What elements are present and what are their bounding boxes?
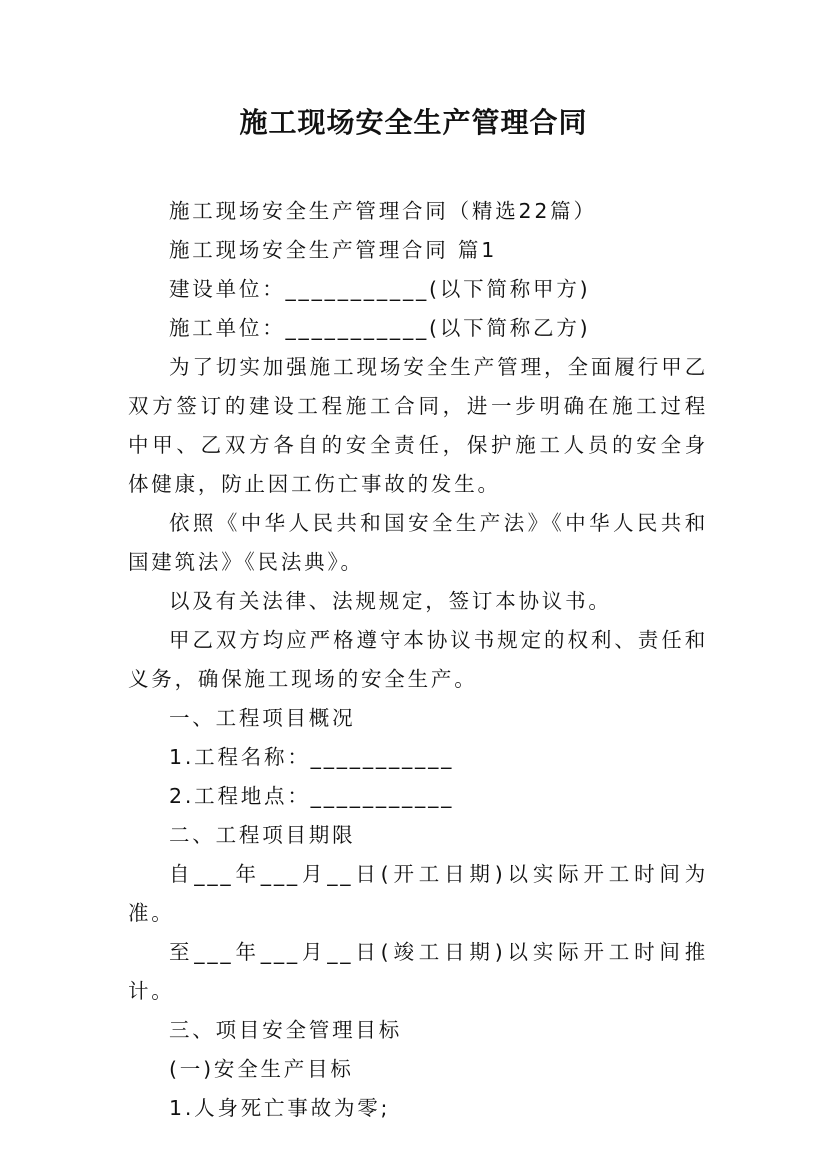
document-title: 施工现场安全生产管理合同	[239, 106, 588, 139]
paragraph-legal-basis: 依照《中华人民共和国安全生产法》《中华人民共和国建筑法》《民法典》。	[128, 511, 708, 574]
heading-project-overview: 一、工程项目概况	[169, 706, 356, 730]
paragraph-party-a: 建设单位：___________(以下简称甲方)	[169, 277, 591, 301]
paragraph-project-location: 2.工程地点：___________	[169, 784, 455, 808]
paragraph-section-heading: 施工现场安全生产管理合同 篇1	[169, 238, 498, 262]
paragraph-goal-zero-fatalities: 1.人身死亡事故为零;	[169, 1096, 391, 1120]
heading-safety-production-goals: (一)安全生产目标	[169, 1057, 354, 1081]
heading-safety-goals: 三、项目安全管理目标	[169, 1018, 402, 1042]
document-body	[128, 192, 708, 1128]
paragraph-regulations: 以及有关法律、法规规定，签订本协议书。	[169, 589, 612, 613]
paragraph-project-name: 1.工程名称：___________	[169, 745, 455, 769]
paragraph-obligations: 甲乙双方均应严格遵守本协议书规定的权利、责任和义务，确保施工现场的安全生产。	[128, 628, 708, 691]
paragraph-end-date: 至___年___月__日(竣工日期)以实际开工时间推计。	[128, 940, 708, 1003]
heading-project-period: 二、工程项目期限	[169, 823, 356, 847]
paragraph-start-date: 自___年___月__日(开工日期)以实际开工时间为准。	[128, 862, 708, 925]
paragraph-party-b: 施工单位：___________(以下简称乙方)	[169, 316, 591, 340]
paragraph-subtitle: 施工现场安全生产管理合同（精选22篇）	[169, 199, 597, 223]
paragraph-purpose: 为了切实加强施工现场安全生产管理，全面履行甲乙双方签订的建设工程施工合同，进一步明确在施工过程中甲、乙双方各自的安全责任，保护施工人员的安全身体健康，防止因工伤亡事故的发生。	[128, 355, 708, 496]
